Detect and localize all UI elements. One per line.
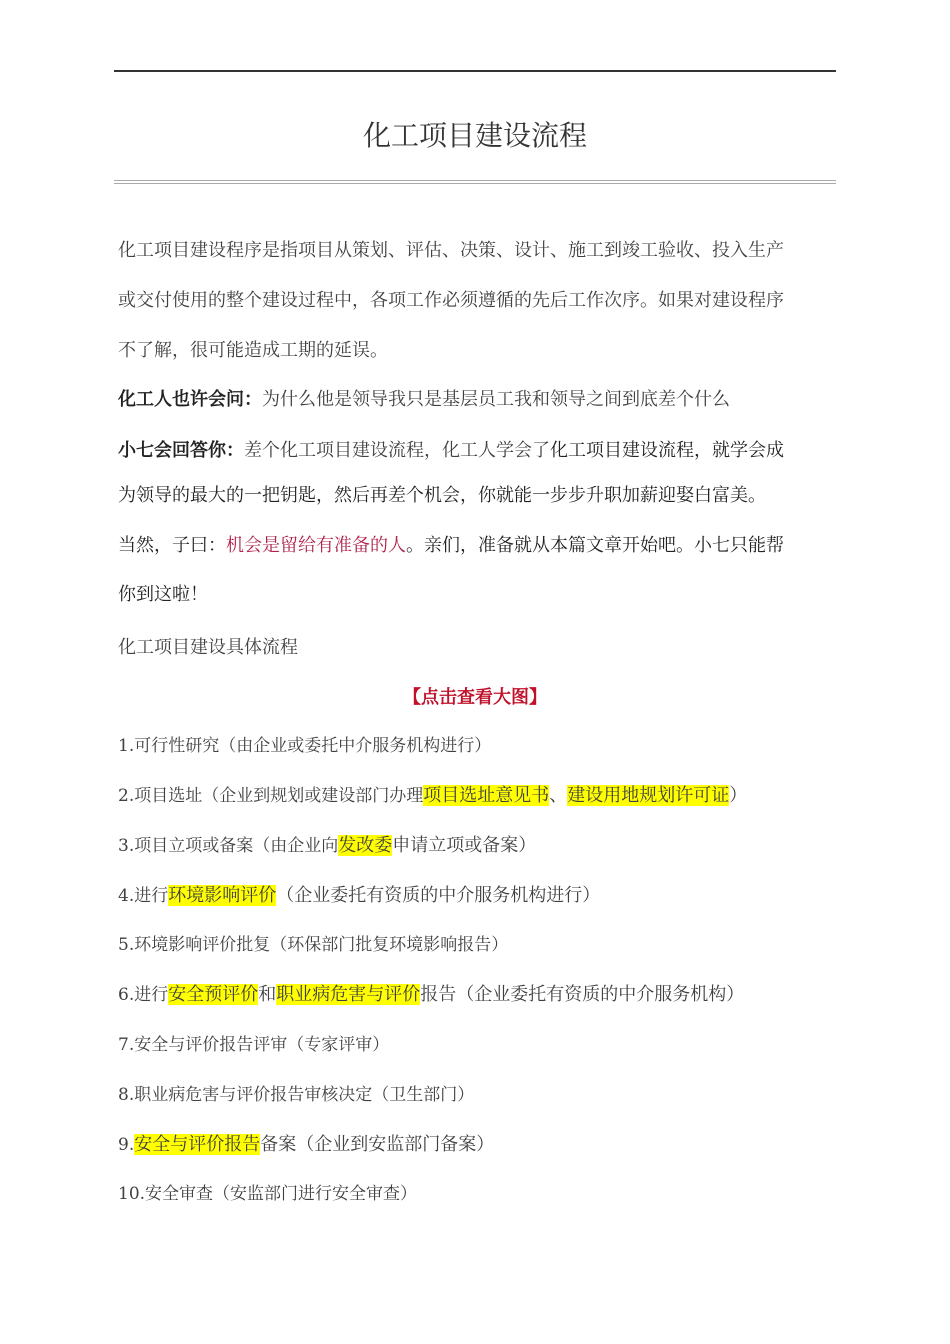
step-2-pre: 2.项目选址（企业到规划或建设部门办理 (118, 786, 424, 806)
step-6 (118, 982, 838, 1008)
answer-line-3 (118, 533, 838, 559)
step-4-post: （企业委托有资质的中介服务机构进行） (276, 885, 601, 906)
top-rule (114, 70, 836, 72)
question-text: 为什么他是领导我只是基层员工我和领导之间到底差个什么 (262, 389, 730, 410)
answer-text-1: 差个化工项目建设流程，化工人学会了 (244, 440, 550, 461)
answer-line-3-pre: 当然，子曰： (118, 535, 226, 556)
step-3 (118, 833, 838, 859)
step-2-highlight-2: 建设用地规划许可证 (567, 785, 730, 806)
page-title: 化工项目建设流程 (362, 119, 587, 152)
step-2-post: ） (729, 785, 748, 806)
answer-text-2: 化工项目建设流程，就学会成 (550, 440, 784, 461)
step-2 (118, 783, 838, 809)
step-6-highlight-1: 安全预评价 (168, 984, 259, 1005)
step-6-highlight-2: 职业病危害与评价 (276, 984, 421, 1005)
intro-line-1: 化工项目建设程序是指项目从策划、评估、决策、设计、施工到竣工验收、投入生产 (118, 240, 784, 261)
step-10 (118, 1181, 838, 1207)
step-6-pre: 6.进行 (118, 985, 169, 1005)
step-6-post: 报告（企业委托有资质的中介服务机构） (420, 984, 745, 1005)
answer-line-4: 你到这啦！ (118, 584, 208, 605)
step-3-post: 申请立项或备案） (392, 835, 537, 856)
question-line (118, 387, 838, 413)
step-9-post: 备案（企业到安监部门备案） (260, 1134, 495, 1155)
step-6-mid: 和 (258, 984, 277, 1005)
step-8-text: 8.职业病危害与评价报告审核决定（卫生部门） (118, 1085, 475, 1105)
intro-line-3: 不了解，很可能造成工期的延误。 (118, 340, 388, 361)
step-3-pre: 3.项目立项或备案（由企业向 (118, 836, 339, 856)
step-1 (118, 733, 838, 759)
step-7-text: 7.安全与评价报告评审（专家评审） (118, 1035, 390, 1055)
step-4-pre: 4.进行 (118, 886, 169, 906)
step-4 (118, 883, 838, 909)
step-7 (118, 1032, 838, 1058)
answer-label: 小七会回答你： (118, 440, 244, 461)
step-2-highlight-1: 项目选址意见书 (423, 785, 550, 806)
step-2-mid: 、 (549, 785, 568, 806)
step-8 (118, 1082, 838, 1108)
step-4-highlight: 环境影响评价 (168, 885, 277, 906)
question-label: 化工人也许会问： (118, 389, 262, 410)
step-10-text: 10.安全审查（安监部门进行安全审查） (118, 1184, 418, 1204)
answer-line-3-post: 。亲们，准备就从本篇文章开始吧。小七只能帮 (406, 535, 784, 556)
section-heading: 化工项目建设具体流程 (118, 637, 298, 658)
intro-line-2: 或交付使用的整个建设过程中，各项工作必须遵循的先后工作次序。如果对建设程序 (118, 290, 784, 311)
step-1-text: 1.可行性研究（由企业或委托中介服务机构进行） (118, 736, 492, 756)
step-3-highlight: 发改委 (338, 835, 393, 856)
step-5 (118, 932, 838, 958)
answer-line-2: 为领导的最大的一把钥匙，然后再差个机会，你就能一步步升职加薪迎娶白富美。 (118, 485, 766, 506)
step-5-text: 5.环境影响评价批复（环保部门批复环境影响报告） (118, 935, 509, 955)
step-9-number: 9. (118, 1135, 135, 1155)
step-9-highlight: 安全与评价报告 (134, 1134, 261, 1155)
answer-quote-red: 机会是留给有准备的人 (226, 535, 406, 556)
title-double-rule (114, 180, 836, 184)
answer-line-1 (118, 438, 838, 464)
view-large-image-link[interactable]: 【点击查看大图】 (403, 687, 547, 708)
step-9 (118, 1132, 838, 1158)
